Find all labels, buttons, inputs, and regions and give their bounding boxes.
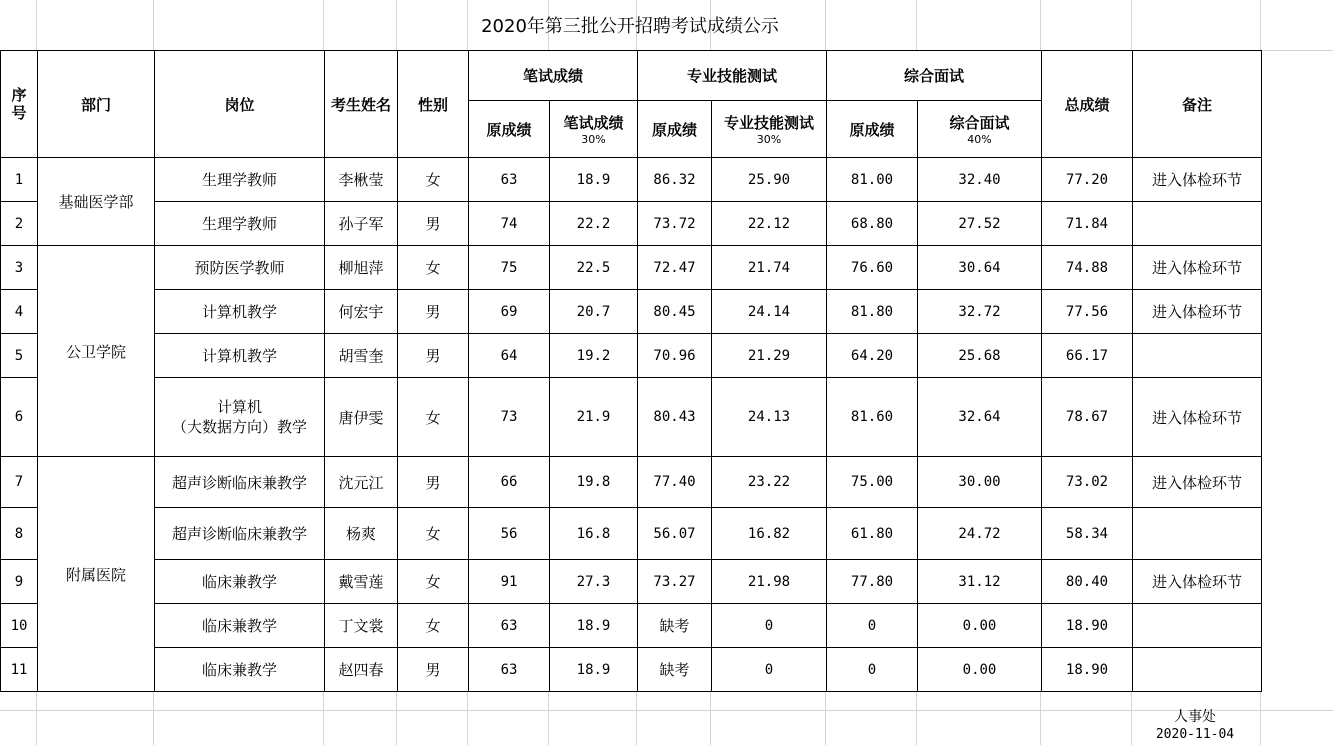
cell-total: 74.88 bbox=[1042, 246, 1133, 290]
cell-written-raw: 63 bbox=[469, 158, 550, 202]
cell-written-score: 18.9 bbox=[550, 604, 638, 648]
cell-serial: 2 bbox=[1, 202, 38, 246]
cell-skill-score: 21.98 bbox=[712, 560, 827, 604]
cell-position: 临床兼教学 bbox=[155, 560, 325, 604]
cell-written-raw: 63 bbox=[469, 604, 550, 648]
cell-gender: 女 bbox=[398, 378, 469, 457]
cell-note: 进入体检环节 bbox=[1133, 246, 1262, 290]
cell-interview-raw: 68.80 bbox=[827, 202, 918, 246]
cell-interview-raw: 81.80 bbox=[827, 290, 918, 334]
cell-serial: 8 bbox=[1, 508, 38, 560]
cell-written-raw: 64 bbox=[469, 334, 550, 378]
cell-total: 71.84 bbox=[1042, 202, 1133, 246]
cell-written-score: 21.9 bbox=[550, 378, 638, 457]
cell-skill-score: 16.82 bbox=[712, 508, 827, 560]
cell-interview-raw: 77.80 bbox=[827, 560, 918, 604]
cell-interview-raw: 81.60 bbox=[827, 378, 918, 457]
cell-interview-raw: 64.20 bbox=[827, 334, 918, 378]
cell-skill-raw: 80.43 bbox=[638, 378, 712, 457]
cell-gender: 女 bbox=[398, 560, 469, 604]
cell-skill-score: 0 bbox=[712, 648, 827, 692]
cell-interview-raw: 0 bbox=[827, 648, 918, 692]
cell-gender: 女 bbox=[398, 158, 469, 202]
cell-written-raw: 75 bbox=[469, 246, 550, 290]
cell-skill-raw: 缺考 bbox=[638, 648, 712, 692]
table-row bbox=[1, 202, 1262, 246]
cell-skill-raw: 73.72 bbox=[638, 202, 712, 246]
cell-skill-score: 0 bbox=[712, 604, 827, 648]
cell-skill-raw: 70.96 bbox=[638, 334, 712, 378]
cell-skill-raw: 72.47 bbox=[638, 246, 712, 290]
header-written-weighted bbox=[550, 101, 638, 158]
cell-skill-raw: 73.27 bbox=[638, 560, 712, 604]
cell-total: 18.90 bbox=[1042, 604, 1133, 648]
header-interview-pct: 40% bbox=[967, 133, 992, 146]
table-row bbox=[1, 604, 1262, 648]
cell-interview-score: 24.72 bbox=[918, 508, 1042, 560]
cell-written-score: 22.2 bbox=[550, 202, 638, 246]
header-skill-weighted bbox=[712, 101, 827, 158]
cell-note: 进入体检环节 bbox=[1133, 158, 1262, 202]
cell-skill-raw: 缺考 bbox=[638, 604, 712, 648]
cell-gender: 男 bbox=[398, 648, 469, 692]
cell-serial: 6 bbox=[1, 378, 38, 457]
cell-written-raw: 63 bbox=[469, 648, 550, 692]
cell-note bbox=[1133, 604, 1262, 648]
cell-written-score: 18.9 bbox=[550, 648, 638, 692]
cell-interview-raw: 75.00 bbox=[827, 457, 918, 508]
cell-written-raw: 74 bbox=[469, 202, 550, 246]
cell-position: 生理学教师 bbox=[155, 158, 325, 202]
cell-interview-score: 30.64 bbox=[918, 246, 1042, 290]
cell-serial: 10 bbox=[1, 604, 38, 648]
header-name: 考生姓名 bbox=[325, 51, 398, 158]
cell-serial: 9 bbox=[1, 560, 38, 604]
cell-name: 胡雪奎 bbox=[325, 334, 398, 378]
header-skill-pct: 30% bbox=[756, 133, 782, 146]
header-written-pct: 30% bbox=[581, 133, 606, 146]
cell-serial: 11 bbox=[1, 648, 38, 692]
table-row bbox=[1, 648, 1262, 692]
cell-name: 唐伊雯 bbox=[325, 378, 398, 457]
cell-interview-score: 0.00 bbox=[918, 604, 1042, 648]
cell-written-score: 27.3 bbox=[550, 560, 638, 604]
cell-name: 戴雪莲 bbox=[325, 560, 398, 604]
header-position: 岗位 bbox=[155, 51, 325, 158]
cell-dept: 公卫学院 bbox=[38, 246, 155, 457]
cell-total: 58.34 bbox=[1042, 508, 1133, 560]
table-row bbox=[1, 508, 1262, 560]
header-written: 笔试成绩 bbox=[469, 51, 638, 101]
cell-total: 78.67 bbox=[1042, 378, 1133, 457]
cell-note bbox=[1133, 508, 1262, 560]
cell-note: 进入体检环节 bbox=[1133, 290, 1262, 334]
cell-written-raw: 56 bbox=[469, 508, 550, 560]
cell-written-score: 22.5 bbox=[550, 246, 638, 290]
cell-serial: 4 bbox=[1, 290, 38, 334]
cell-skill-score: 21.74 bbox=[712, 246, 827, 290]
cell-note: 进入体检环节 bbox=[1133, 378, 1262, 457]
cell-position: 计算机教学 bbox=[155, 334, 325, 378]
cell-note: 进入体检环节 bbox=[1133, 560, 1262, 604]
cell-total: 73.02 bbox=[1042, 457, 1133, 508]
cell-name: 丁文裳 bbox=[325, 604, 398, 648]
cell-skill-score: 25.90 bbox=[712, 158, 827, 202]
cell-written-raw: 91 bbox=[469, 560, 550, 604]
cell-name: 沈元江 bbox=[325, 457, 398, 508]
cell-serial: 5 bbox=[1, 334, 38, 378]
cell-position: 预防医学教师 bbox=[155, 246, 325, 290]
table-row bbox=[1, 158, 1262, 202]
cell-skill-raw: 80.45 bbox=[638, 290, 712, 334]
header-dept: 部门 bbox=[38, 51, 155, 158]
header-skill-weighted-label: 专业技能测试 bbox=[723, 114, 814, 132]
header-serial-text: 序号 bbox=[11, 86, 27, 122]
page-title: 2020年第三批公开招聘考试成绩公示 bbox=[481, 16, 779, 37]
table-row bbox=[1, 334, 1262, 378]
header-written-weighted-label: 笔试成绩 bbox=[563, 114, 624, 132]
cell-written-raw: 69 bbox=[469, 290, 550, 334]
table-row bbox=[1, 560, 1262, 604]
cell-name: 何宏宇 bbox=[325, 290, 398, 334]
cell-gender: 男 bbox=[398, 334, 469, 378]
footer-date: 2020-11-04 bbox=[1155, 727, 1235, 742]
cell-total: 77.56 bbox=[1042, 290, 1133, 334]
header-gender: 性别 bbox=[398, 51, 469, 158]
cell-total: 18.90 bbox=[1042, 648, 1133, 692]
header-interview: 综合面试 bbox=[827, 51, 1042, 101]
cell-position: 生理学教师 bbox=[155, 202, 325, 246]
cell-note: 进入体检环节 bbox=[1133, 457, 1262, 508]
header-interview-raw: 原成绩 bbox=[827, 101, 918, 158]
cell-name: 赵四春 bbox=[325, 648, 398, 692]
cell-interview-score: 25.68 bbox=[918, 334, 1042, 378]
cell-written-raw: 66 bbox=[469, 457, 550, 508]
cell-interview-raw: 81.00 bbox=[827, 158, 918, 202]
cell-written-score: 16.8 bbox=[550, 508, 638, 560]
table-row bbox=[1, 457, 1262, 508]
cell-gender: 男 bbox=[398, 202, 469, 246]
header-interview-weighted-label: 综合面试 bbox=[949, 114, 1010, 132]
table-row bbox=[1, 290, 1262, 334]
cell-position: 计算机教学 bbox=[155, 290, 325, 334]
cell-interview-score: 27.52 bbox=[918, 202, 1042, 246]
cell-total: 77.20 bbox=[1042, 158, 1133, 202]
cell-gender: 男 bbox=[398, 457, 469, 508]
cell-written-score: 20.7 bbox=[550, 290, 638, 334]
cell-note bbox=[1133, 334, 1262, 378]
cell-total: 80.40 bbox=[1042, 560, 1133, 604]
cell-interview-raw: 61.80 bbox=[827, 508, 918, 560]
header-serial bbox=[1, 51, 38, 158]
header-skill: 专业技能测试 bbox=[638, 51, 827, 101]
cell-interview-score: 32.40 bbox=[918, 158, 1042, 202]
cell-interview-score: 31.12 bbox=[918, 560, 1042, 604]
cell-note bbox=[1133, 648, 1262, 692]
header-note: 备注 bbox=[1133, 51, 1262, 158]
cell-serial: 1 bbox=[1, 158, 38, 202]
cell-serial: 7 bbox=[1, 457, 38, 508]
table-row bbox=[1, 246, 1262, 290]
cell-interview-score: 32.64 bbox=[918, 378, 1042, 457]
cell-skill-raw: 56.07 bbox=[638, 508, 712, 560]
cell-skill-raw: 77.40 bbox=[638, 457, 712, 508]
cell-written-score: 19.8 bbox=[550, 457, 638, 508]
cell-position: 超声诊断临床兼教学 bbox=[155, 508, 325, 560]
cell-dept: 基础医学部 bbox=[38, 158, 155, 246]
cell-serial: 3 bbox=[1, 246, 38, 290]
header-interview-weighted bbox=[918, 101, 1042, 158]
cell-position: 超声诊断临床兼教学 bbox=[155, 457, 325, 508]
cell-position bbox=[155, 378, 325, 457]
cell-name: 杨爽 bbox=[325, 508, 398, 560]
header-written-raw: 原成绩 bbox=[469, 101, 550, 158]
cell-total: 66.17 bbox=[1042, 334, 1133, 378]
cell-skill-score: 24.13 bbox=[712, 378, 827, 457]
cell-name: 李楸莹 bbox=[325, 158, 398, 202]
cell-skill-score: 24.14 bbox=[712, 290, 827, 334]
cell-skill-raw: 86.32 bbox=[638, 158, 712, 202]
cell-skill-score: 21.29 bbox=[712, 334, 827, 378]
cell-dept: 附属医院 bbox=[38, 457, 155, 692]
cell-interview-raw: 0 bbox=[827, 604, 918, 648]
cell-written-score: 19.2 bbox=[550, 334, 638, 378]
cell-skill-score: 22.12 bbox=[712, 202, 827, 246]
cell-skill-score: 23.22 bbox=[712, 457, 827, 508]
cell-note bbox=[1133, 202, 1262, 246]
cell-gender: 女 bbox=[398, 604, 469, 648]
cell-position-line2: （大数据方向）教学 bbox=[171, 418, 307, 436]
cell-written-raw: 73 bbox=[469, 378, 550, 457]
footer-office: 人事处 bbox=[1174, 709, 1216, 725]
cell-interview-score: 0.00 bbox=[918, 648, 1042, 692]
header-skill-raw: 原成绩 bbox=[638, 101, 712, 158]
cell-gender: 男 bbox=[398, 290, 469, 334]
cell-name: 孙子军 bbox=[325, 202, 398, 246]
cell-gender: 女 bbox=[398, 246, 469, 290]
cell-gender: 女 bbox=[398, 508, 469, 560]
cell-name: 柳旭萍 bbox=[325, 246, 398, 290]
table-row bbox=[1, 378, 1262, 457]
cell-interview-score: 30.00 bbox=[918, 457, 1042, 508]
cell-position-line1: 计算机 bbox=[216, 398, 262, 416]
cell-written-score: 18.9 bbox=[550, 158, 638, 202]
cell-position: 临床兼教学 bbox=[155, 648, 325, 692]
cell-interview-score: 32.72 bbox=[918, 290, 1042, 334]
cell-position: 临床兼教学 bbox=[155, 604, 325, 648]
header-total: 总成绩 bbox=[1042, 51, 1133, 158]
cell-interview-raw: 76.60 bbox=[827, 246, 918, 290]
score-table bbox=[0, 50, 1262, 692]
